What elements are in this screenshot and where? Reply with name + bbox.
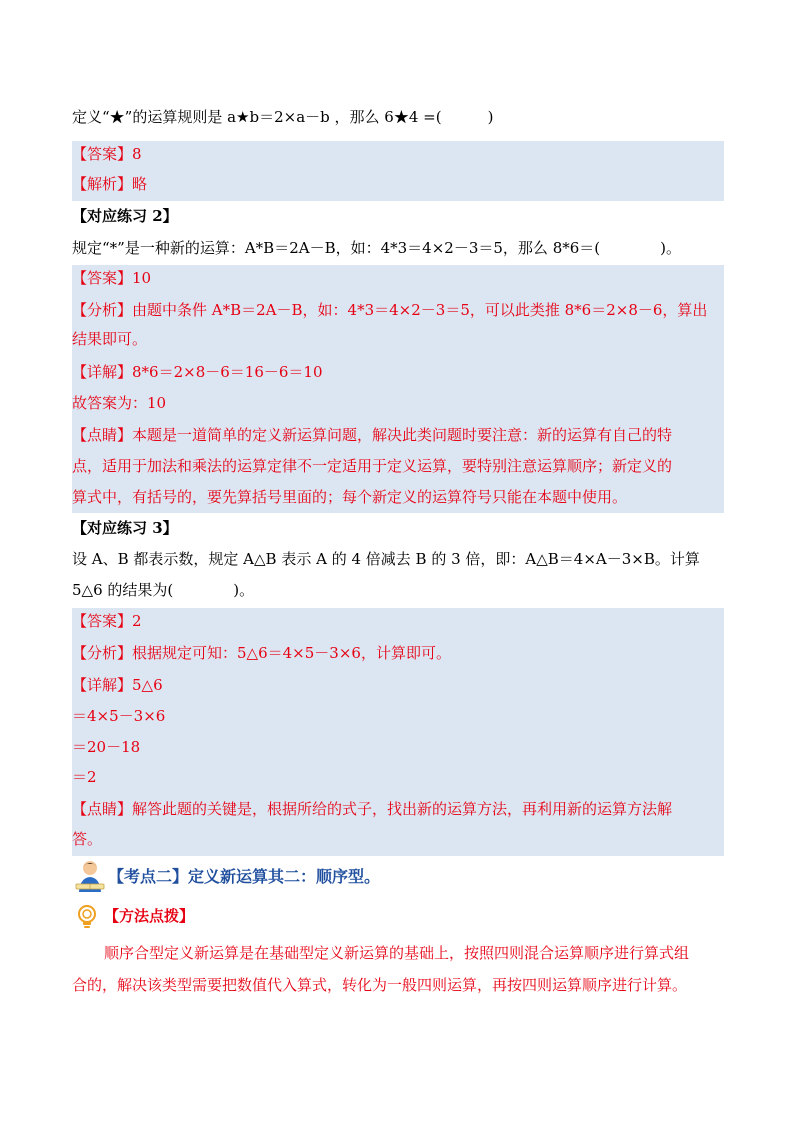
comment-line2-ex2: 点，适用于加法和乘法的运算定律不一定适用于定义运算，要特别注意运算顺序；新定义的 [72, 457, 673, 475]
comment-line1-ex3: 【点睛】解答此题的关键是，根据所给的式子，找出新的运算方法，再利用新的运算方法解 [72, 800, 673, 818]
question-1 [72, 106, 493, 128]
detail-step2-ex3: ＝20－18 [72, 738, 141, 756]
method-title: 【方法点拨】 [104, 907, 195, 925]
student-reading-icon [72, 858, 108, 894]
analysis-line-ex3: 【分析】根据规定可知：5△6＝4×5－3×6，计算即可。 [72, 644, 451, 662]
analysis-line-q1: 【解析】略 [72, 175, 148, 193]
detail-step3-ex3: ＝2 [72, 768, 97, 786]
exercise-3-question-line2: 5△6 的结果为( )。 [72, 581, 255, 599]
answer-line-q1: 【答案】8 [72, 145, 142, 163]
method-line1: 顺序合型定义新运算是在基础型定义新运算的基础上，按照四则混合运算顺序进行算式组 [104, 944, 690, 962]
section-2-heading: 【考点二】定义新运算其二：顺序型。 [108, 867, 381, 886]
answer-line-ex3: 【答案】2 [72, 612, 142, 630]
method-line2: 合的，解决该类型需要把数值代入算式，转化为一般四则运算，再按四则运算顺序进行计算。 [72, 976, 688, 994]
question-1-text: 定义“★”的运算规则是 a★b＝2×a－b ，那么 6★4 =( [72, 108, 442, 126]
final-answer-ex2: 故答案为：10 [72, 394, 167, 412]
lightbulb-icon [74, 903, 100, 929]
analysis-line2-ex2: 结果即可。 [72, 330, 148, 348]
analysis-line-ex2: 【分析】由题中条件 A*B＝2A－B，如：4*3＝4×2－3＝5，可以此类推 8*6＝2×8－6，算出 [72, 301, 708, 319]
exercise-3-question-line1: 设 A、B 都表示数，规定 A△B 表示 A 的 4 倍减去 B 的 3 倍，即：A△B＝4×A－3×B。计算 [72, 550, 700, 568]
detail-line-ex3: 【详解】5△6 [72, 676, 163, 694]
comment-line2-ex3: 答。 [72, 830, 103, 848]
comment-line1-ex2: 【点睛】本题是一道简单的定义新运算问题，解决此类问题时要注意：新的运算有自己的特 [72, 426, 673, 444]
exercise-2-question: 规定“*”是一种新的运算：A*B＝2A－B，如：4*3＝4×2－3＝5，那么 8*6＝( )。 [72, 239, 681, 257]
detail-step1-ex3: ＝4×5－3×6 [72, 707, 166, 725]
answer-box-q1 [72, 141, 724, 201]
exercise-3-title: 【对应练习 3】 [72, 519, 178, 537]
question-1-close: ) [487, 108, 494, 126]
detail-line-ex2: 【详解】8*6＝2×8－6＝16－6＝10 [72, 363, 323, 381]
comment-line3-ex2: 算式中，有括号的，要先算括号里面的；每个新定义的运算符号只能在本题中使用。 [72, 488, 628, 506]
exercise-2-title: 【对应练习 2】 [72, 207, 178, 225]
answer-line-ex2: 【答案】10 [72, 269, 152, 287]
